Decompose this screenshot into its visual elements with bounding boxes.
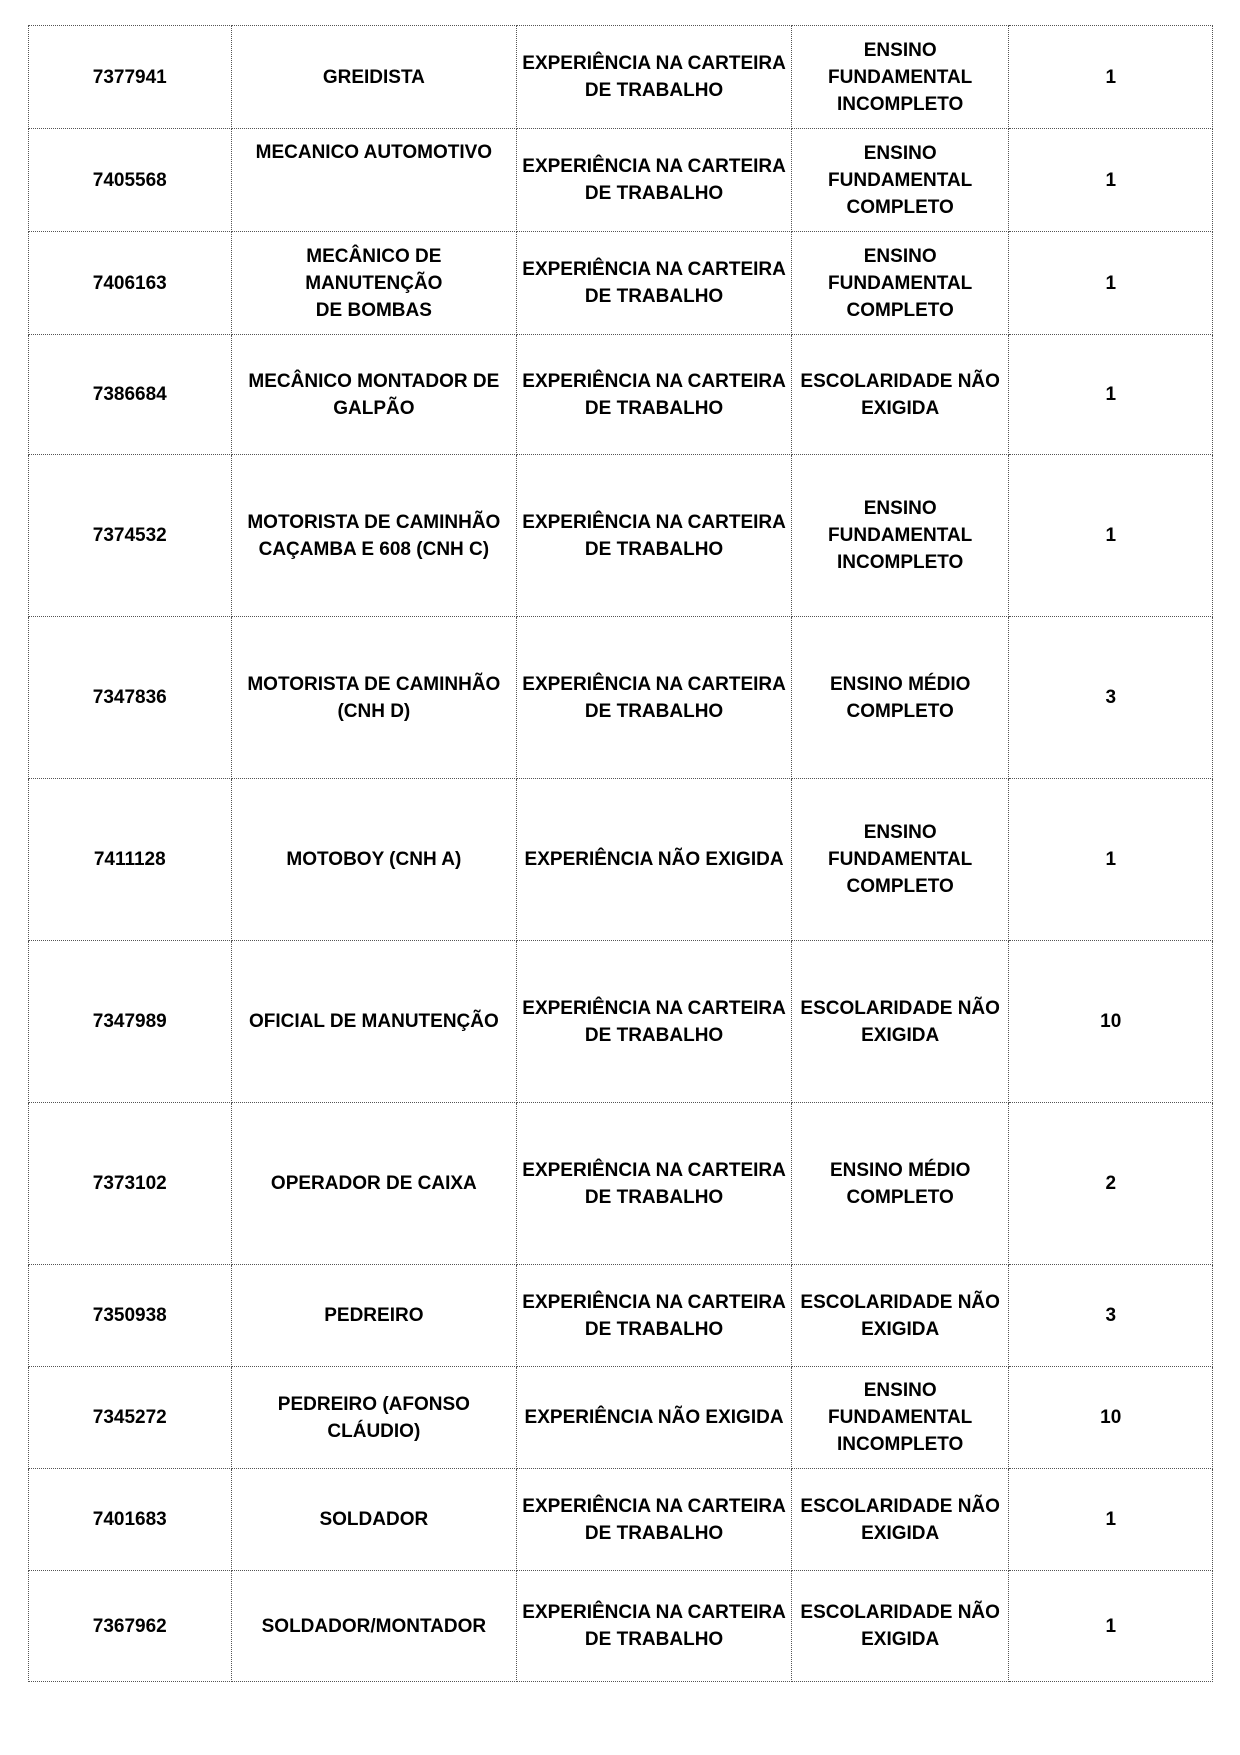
schooling-line: ENSINO	[863, 142, 937, 164]
experience-line: DE TRABALHO	[584, 1318, 724, 1340]
vacancy-count-cell: 1	[1009, 779, 1213, 941]
schooling-cell	[791, 941, 1009, 1103]
experience-line: EXPERIÊNCIA NA CARTEIRA	[522, 259, 786, 280]
schooling-line: INCOMPLETO	[837, 1434, 964, 1455]
schooling-line: ENSINO MÉDIO	[829, 673, 971, 695]
table-row	[29, 1265, 1213, 1367]
experience-cell	[517, 617, 792, 779]
vacancy-code-cell: 7401683	[29, 1469, 232, 1571]
schooling-line: FUNDAMENTAL	[828, 849, 973, 870]
experience-line: EXPERIÊNCIA NA CARTEIRA	[522, 1495, 786, 1517]
experience-cell	[517, 26, 792, 129]
vacancy-count-cell: 1	[1009, 129, 1213, 232]
table-row	[29, 941, 1213, 1103]
experience-line: DE TRABALHO	[584, 1186, 724, 1208]
vacancy-count-cell: 2	[1009, 1103, 1213, 1265]
vacancy-code-cell: 7377941	[29, 26, 232, 129]
experience-cell	[517, 779, 792, 941]
table-row	[29, 455, 1213, 617]
schooling-line: ENSINO	[863, 1380, 937, 1401]
table-row	[29, 1469, 1213, 1571]
job-title-line: (CNH D)	[337, 700, 411, 722]
job-title-cell	[231, 455, 517, 617]
schooling-cell	[791, 232, 1009, 335]
experience-line: EXPERIÊNCIA NA CARTEIRA	[522, 1159, 786, 1181]
job-title-line: GREIDISTA	[322, 66, 425, 88]
schooling-line: ESCOLARIDADE NÃO	[800, 370, 1000, 392]
experience-cell	[517, 335, 792, 455]
vacancy-count-cell: 1	[1009, 26, 1213, 129]
table-row	[29, 779, 1213, 941]
job-title-cell	[231, 1265, 517, 1367]
experience-line: EXPERIÊNCIA NA CARTEIRA	[522, 997, 786, 1019]
vacancy-count-cell: 10	[1009, 941, 1213, 1103]
vacancy-code-cell: 7374532	[29, 455, 232, 617]
job-title-cell	[231, 1103, 517, 1265]
experience-line: EXPERIÊNCIA NA CARTEIRA	[522, 1291, 786, 1313]
experience-line: DE TRABALHO	[584, 397, 724, 419]
schooling-line: EXIGIDA	[861, 1024, 940, 1046]
experience-cell	[517, 232, 792, 335]
job-title-line: MECÂNICO DE MANUTENÇÃO	[305, 245, 443, 294]
job-title-line: OPERADOR DE CAIXA	[270, 1173, 477, 1194]
job-title-line: MECÂNICO MONTADOR DE	[248, 370, 500, 392]
job-title-line: MOTOBOY (CNH A)	[286, 849, 462, 870]
schooling-line: ENSINO	[863, 245, 937, 267]
job-title-line: SOLDADOR/MONTADOR	[261, 1615, 487, 1637]
schooling-line: ESCOLARIDADE NÃO	[800, 1602, 1000, 1623]
job-title-cell	[231, 26, 517, 129]
experience-line: EXPERIÊNCIA NA CARTEIRA	[522, 1602, 786, 1623]
schooling-line: ESCOLARIDADE NÃO	[800, 1291, 1000, 1313]
schooling-cell	[791, 26, 1009, 129]
table-row	[29, 1571, 1213, 1682]
schooling-line: FUNDAMENTAL	[828, 66, 973, 88]
schooling-line: FUNDAMENTAL	[828, 169, 973, 191]
experience-line: EXPERIÊNCIA NÃO EXIGIDA	[524, 849, 784, 870]
schooling-cell	[791, 1571, 1009, 1682]
job-title-cell	[231, 617, 517, 779]
experience-line: DE TRABALHO	[584, 1024, 724, 1046]
schooling-line: EXIGIDA	[861, 1629, 940, 1650]
schooling-line: FUNDAMENTAL	[828, 272, 973, 294]
experience-cell	[517, 1103, 792, 1265]
schooling-line: COMPLETO	[846, 196, 954, 218]
experience-cell	[517, 1469, 792, 1571]
schooling-line: FUNDAMENTAL	[828, 525, 973, 546]
schooling-line: COMPLETO	[846, 700, 954, 722]
schooling-cell	[791, 1367, 1009, 1469]
experience-line: DE TRABALHO	[584, 1522, 724, 1544]
job-title-line: PEDREIRO	[324, 1305, 424, 1326]
job-title-line: PEDREIRO (AFONSO CLÁUDIO)	[277, 1393, 470, 1442]
vacancy-count-cell: 1	[1009, 455, 1213, 617]
table-row	[29, 232, 1213, 335]
schooling-line: ENSINO	[863, 39, 937, 61]
schooling-line: COMPLETO	[846, 876, 954, 897]
schooling-line: ENSINO	[863, 822, 937, 843]
experience-cell	[517, 1367, 792, 1469]
job-title-cell	[231, 941, 517, 1103]
schooling-cell	[791, 1265, 1009, 1367]
job-vacancies-table	[28, 25, 1213, 1682]
schooling-line: ESCOLARIDADE NÃO	[800, 997, 1000, 1019]
vacancy-count-cell: 1	[1009, 1571, 1213, 1682]
table-row	[29, 129, 1213, 232]
job-title-line: GALPÃO	[333, 397, 415, 419]
schooling-line: EXIGIDA	[861, 1318, 940, 1340]
table-row	[29, 1103, 1213, 1265]
schooling-cell	[791, 779, 1009, 941]
table-row	[29, 26, 1213, 129]
schooling-line: ESCOLARIDADE NÃO	[800, 1495, 1000, 1517]
job-title-cell	[231, 232, 517, 335]
job-title-cell	[231, 779, 517, 941]
vacancy-code-cell: 7345272	[29, 1367, 232, 1469]
vacancy-code-cell: 7405568	[29, 129, 232, 232]
vacancy-count-cell: 10	[1009, 1367, 1213, 1469]
schooling-line: EXIGIDA	[861, 1522, 940, 1544]
job-title-line: MOTORISTA DE CAMINHÃO	[247, 673, 501, 695]
schooling-cell	[791, 1103, 1009, 1265]
table-body	[29, 26, 1213, 1682]
schooling-cell	[791, 1469, 1009, 1571]
job-title-line: CAÇAMBA E 608 (CNH C)	[258, 538, 490, 560]
schooling-line: COMPLETO	[846, 1186, 954, 1208]
experience-line: DE TRABALHO	[584, 700, 724, 722]
experience-line: DE TRABALHO	[584, 286, 724, 307]
experience-cell	[517, 941, 792, 1103]
experience-line: EXPERIÊNCIA NA CARTEIRA	[522, 370, 786, 392]
experience-cell	[517, 1571, 792, 1682]
schooling-line: COMPLETO	[846, 299, 954, 321]
vacancy-code-cell: 7347836	[29, 617, 232, 779]
vacancy-count-cell: 3	[1009, 1265, 1213, 1367]
job-title-line: SOLDADOR	[319, 1509, 429, 1530]
experience-line: EXPERIÊNCIA NÃO EXIGIDA	[524, 1407, 784, 1428]
schooling-cell	[791, 335, 1009, 455]
experience-line: DE TRABALHO	[584, 80, 724, 101]
schooling-cell	[791, 617, 1009, 779]
vacancy-count-cell: 1	[1009, 232, 1213, 335]
experience-cell	[517, 129, 792, 232]
table-row	[29, 335, 1213, 455]
vacancy-count-cell: 1	[1009, 335, 1213, 455]
vacancy-code-cell: 7411128	[29, 779, 232, 941]
schooling-cell	[791, 129, 1009, 232]
job-title-cell	[231, 335, 517, 455]
vacancy-count-cell: 3	[1009, 617, 1213, 779]
job-title-line: OFICIAL DE MANUTENÇÃO	[248, 1011, 499, 1032]
experience-line: EXPERIÊNCIA NA CARTEIRA	[522, 673, 786, 695]
job-title-cell	[231, 129, 517, 232]
schooling-line: EXIGIDA	[861, 397, 940, 419]
schooling-cell	[791, 455, 1009, 617]
vacancy-code-cell: 7350938	[29, 1265, 232, 1367]
experience-line: DE TRABALHO	[584, 538, 724, 560]
job-title-cell	[231, 1469, 517, 1571]
job-title-cell	[231, 1367, 517, 1469]
vacancy-code-cell: 7347989	[29, 941, 232, 1103]
vacancy-code-cell: 7386684	[29, 335, 232, 455]
job-title-line: DE BOMBAS	[315, 299, 432, 321]
job-title-line: MOTORISTA DE CAMINHÃO	[247, 511, 501, 533]
experience-cell	[517, 1265, 792, 1367]
schooling-line: ENSINO	[863, 498, 937, 519]
experience-line: DE TRABALHO	[584, 1629, 724, 1650]
schooling-line: INCOMPLETO	[837, 93, 964, 115]
experience-line: EXPERIÊNCIA NA CARTEIRA	[522, 53, 786, 74]
vacancy-count-cell: 1	[1009, 1469, 1213, 1571]
schooling-line: ENSINO MÉDIO	[829, 1159, 971, 1181]
vacancy-code-cell: 7373102	[29, 1103, 232, 1265]
experience-line: EXPERIÊNCIA NA CARTEIRA	[522, 511, 786, 533]
schooling-line: INCOMPLETO	[837, 552, 964, 573]
vacancy-code-cell: 7406163	[29, 232, 232, 335]
schooling-line: FUNDAMENTAL	[828, 1407, 973, 1428]
table-row	[29, 617, 1213, 779]
table-row	[29, 1367, 1213, 1469]
vacancy-code-cell: 7367962	[29, 1571, 232, 1682]
experience-line: DE TRABALHO	[584, 183, 724, 204]
job-title-cell	[231, 1571, 517, 1682]
experience-cell	[517, 455, 792, 617]
experience-line: EXPERIÊNCIA NA CARTEIRA	[522, 156, 786, 177]
job-title-line: MECANICO AUTOMOTIVO	[255, 142, 493, 163]
